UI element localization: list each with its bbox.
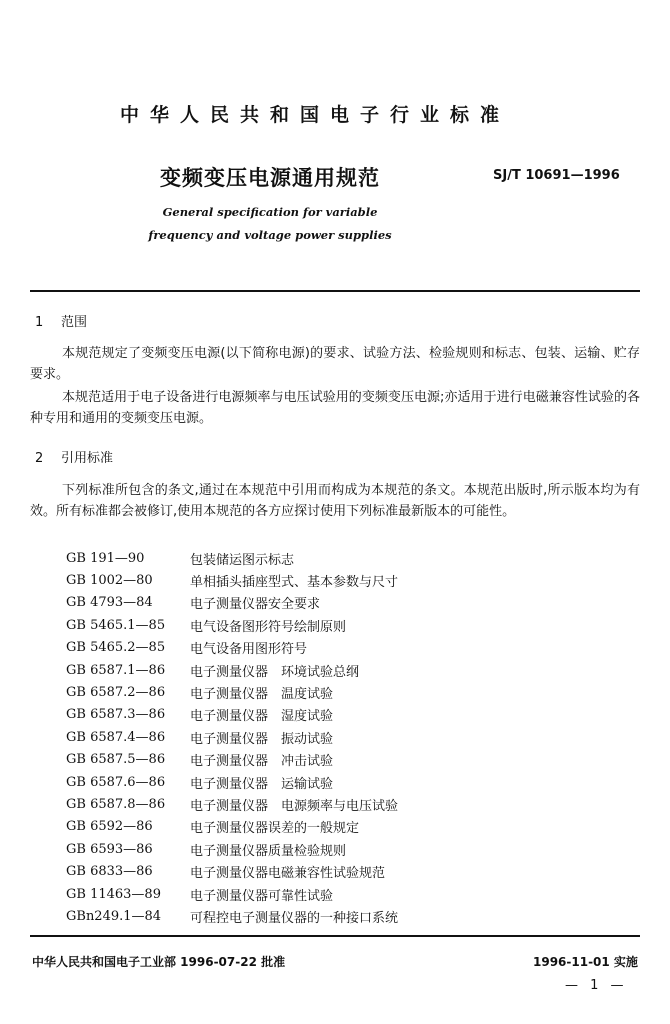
english-title-line2: frequency and voltage power supplies <box>148 228 392 242</box>
page-number: — 1 — <box>565 978 628 993</box>
reference-code: GB 4793—84 <box>66 595 153 611</box>
section-1-paragraph-2: 本规范适用于电子设备进行电源频率与电压试验用的变频变压电源;亦适用于进行电磁兼容性试验的各种专用和通用的变频变压电源。 <box>30 390 640 426</box>
reference-item <box>66 816 398 838</box>
reference-code: GB 6587.4—86 <box>66 729 166 745</box>
reference-code: GB 6587.5—86 <box>66 752 166 768</box>
english-title-line1: General specification for variable <box>162 205 378 219</box>
reference-item <box>66 883 398 905</box>
reference-title: 可程控电子测量仪器的一种接口系统 <box>190 910 399 926</box>
reference-title: 电子测量仪器电磁兼容性试验规范 <box>190 866 386 882</box>
section-2-number: 2 <box>35 451 44 466</box>
document-title: 变频变压电源通用规范 <box>160 166 380 190</box>
reference-code: GB 6592—86 <box>66 819 153 835</box>
reference-title: 包装储运图示标志 <box>190 552 295 568</box>
reference-item <box>66 838 398 860</box>
reference-code: GB 6587.1—86 <box>66 662 166 678</box>
header-divider <box>30 290 640 292</box>
reference-item <box>66 771 398 793</box>
reference-item <box>66 681 398 703</box>
reference-title: 电子测量仪器安全要求 <box>190 597 321 613</box>
reference-code: GBn249.1—84 <box>66 908 162 924</box>
reference-item <box>66 592 398 614</box>
reference-code: GB 6587.2—86 <box>66 685 166 701</box>
reference-item <box>66 793 398 815</box>
reference-title: 电子测量仪器 振动试验 <box>190 731 334 747</box>
footer-divider <box>30 935 640 937</box>
reference-title: 电子测量仪器 运输试验 <box>190 776 334 792</box>
section-2-title: 引用标准 <box>61 451 114 466</box>
reference-title: 电子测量仪器 温度试验 <box>190 687 334 703</box>
reference-item <box>66 614 398 636</box>
reference-item <box>66 547 398 569</box>
reference-title: 电气设备图形符号绘制原则 <box>190 619 347 635</box>
reference-code: GB 6587.8—86 <box>66 796 166 812</box>
reference-title: 电子测量仪器 冲击试验 <box>190 754 334 770</box>
reference-item <box>66 726 398 748</box>
reference-code: GB 1002—80 <box>66 573 153 589</box>
reference-title: 单相插头插座型式、基本参数与尺寸 <box>190 575 399 591</box>
reference-code: GB 6833—86 <box>66 864 153 880</box>
section-1-number: 1 <box>35 315 44 330</box>
reference-title: 电气设备用图形符号 <box>190 642 308 658</box>
reference-title: 电子测量仪器 湿度试验 <box>190 709 334 725</box>
reference-code: GB 6587.6—86 <box>66 774 166 790</box>
reference-item <box>66 659 398 681</box>
reference-title: 电子测量仪器质量检验规则 <box>190 843 347 859</box>
section-2-paragraph-1: 下列标准所包含的条文,通过在本规范中引用而构成为本规范的条文。本规范出版时,所示版本均为有效。所有标准都会被修订,使用本规范的各方应探讨使用下列标准最新版本的可能性。 <box>30 483 640 519</box>
reference-item <box>66 704 398 726</box>
reference-item <box>66 749 398 771</box>
reference-code: GB 191—90 <box>66 550 145 566</box>
reference-title: 电子测量仪器 电源频率与电压试验 <box>190 798 399 814</box>
section-1-title: 范围 <box>61 315 88 330</box>
reference-list <box>66 547 398 928</box>
implementation-date: 1996-11-01 实施 <box>533 955 638 969</box>
standard-category: 中华人民共和国电子行业标准 <box>119 104 510 126</box>
reference-code: GB 6593—86 <box>66 841 153 857</box>
section-1-heading <box>35 311 87 330</box>
section-2-heading <box>35 447 113 466</box>
reference-title: 电子测量仪器可靠性试验 <box>190 888 334 904</box>
reference-title: 电子测量仪器 环境试验总纲 <box>190 664 360 680</box>
reference-item <box>66 569 398 591</box>
reference-item <box>66 637 398 659</box>
standard-number: SJ/T 10691—1996 <box>493 168 620 183</box>
section-1-paragraph-1: 本规范规定了变频变压电源(以下简称电源)的要求、试验方法、检验规则和标志、包装、运输、贮存要求。 <box>30 346 640 382</box>
approval-line: 中华人民共和国电子工业部 1996-07-22 批准 <box>32 955 286 969</box>
reference-code: GB 5465.1—85 <box>66 617 166 633</box>
reference-code: GB 5465.2—85 <box>66 640 166 656</box>
reference-title: 电子测量仪器误差的一般规定 <box>190 821 360 837</box>
reference-code: GB 6587.3—86 <box>66 707 166 723</box>
reference-item <box>66 905 398 927</box>
reference-code: GB 11463—89 <box>66 886 161 902</box>
reference-item <box>66 860 398 882</box>
